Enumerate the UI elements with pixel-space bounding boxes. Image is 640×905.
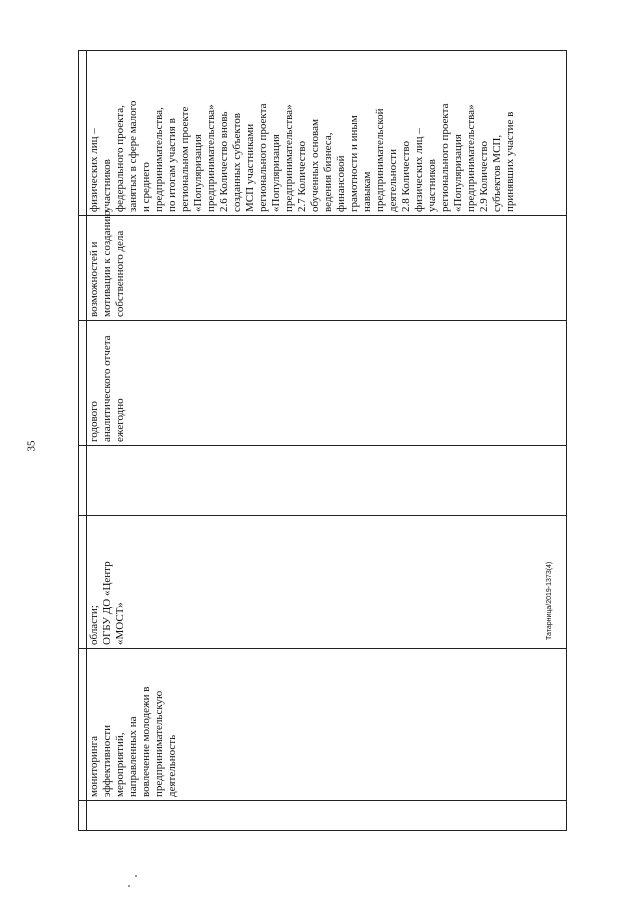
cell-indicators: физических лиц – участников федерального проекта, занятых в сфере малого и среднего предпринимательства, по итогам участия в региональном проекте «Популяризация предпринимательства» 2.6 Количество вновь созданных субъектов МСП участниками регионального проекта «Популяризация предпринимательства» 2.7 Количество обученных основам ведения бизнеса, финансовой грамотности и иным навыкам предпринимательской деятельности 2.8 Количество физических лиц – участников регионального проекта «Популяризация предпринимательства» 2.9 Количество субъектов МСП, принявших участие в <box>88 100 516 212</box>
table-border <box>86 50 87 830</box>
scan-mark <box>128 885 130 887</box>
table-border <box>78 445 567 446</box>
table-border <box>78 515 567 516</box>
document-id-footer: Татарница/2019-1373(4) <box>546 561 553 640</box>
table-border <box>78 648 567 649</box>
scan-mark <box>135 875 137 877</box>
table-border <box>566 50 567 830</box>
table-border <box>78 320 567 321</box>
table-border <box>78 215 567 216</box>
cell-expected-result: возможностей и мотивации к созданию собственного дела <box>88 210 126 317</box>
cell-responsible-org: области; ОГБУ ДО «Центр «МОСТ» <box>88 561 126 645</box>
page-number: 35 <box>25 440 38 452</box>
table-border <box>78 50 79 830</box>
table-border <box>78 50 567 51</box>
table-border <box>78 800 567 801</box>
cell-reporting-period: годового аналитического отчета ежегодно <box>88 335 126 442</box>
cell-monitoring-description: мониторинга эффективности мероприятий, направленных на вовлечение молодежи в предпринимательскую деятельность <box>88 686 178 797</box>
table-border <box>78 830 567 831</box>
